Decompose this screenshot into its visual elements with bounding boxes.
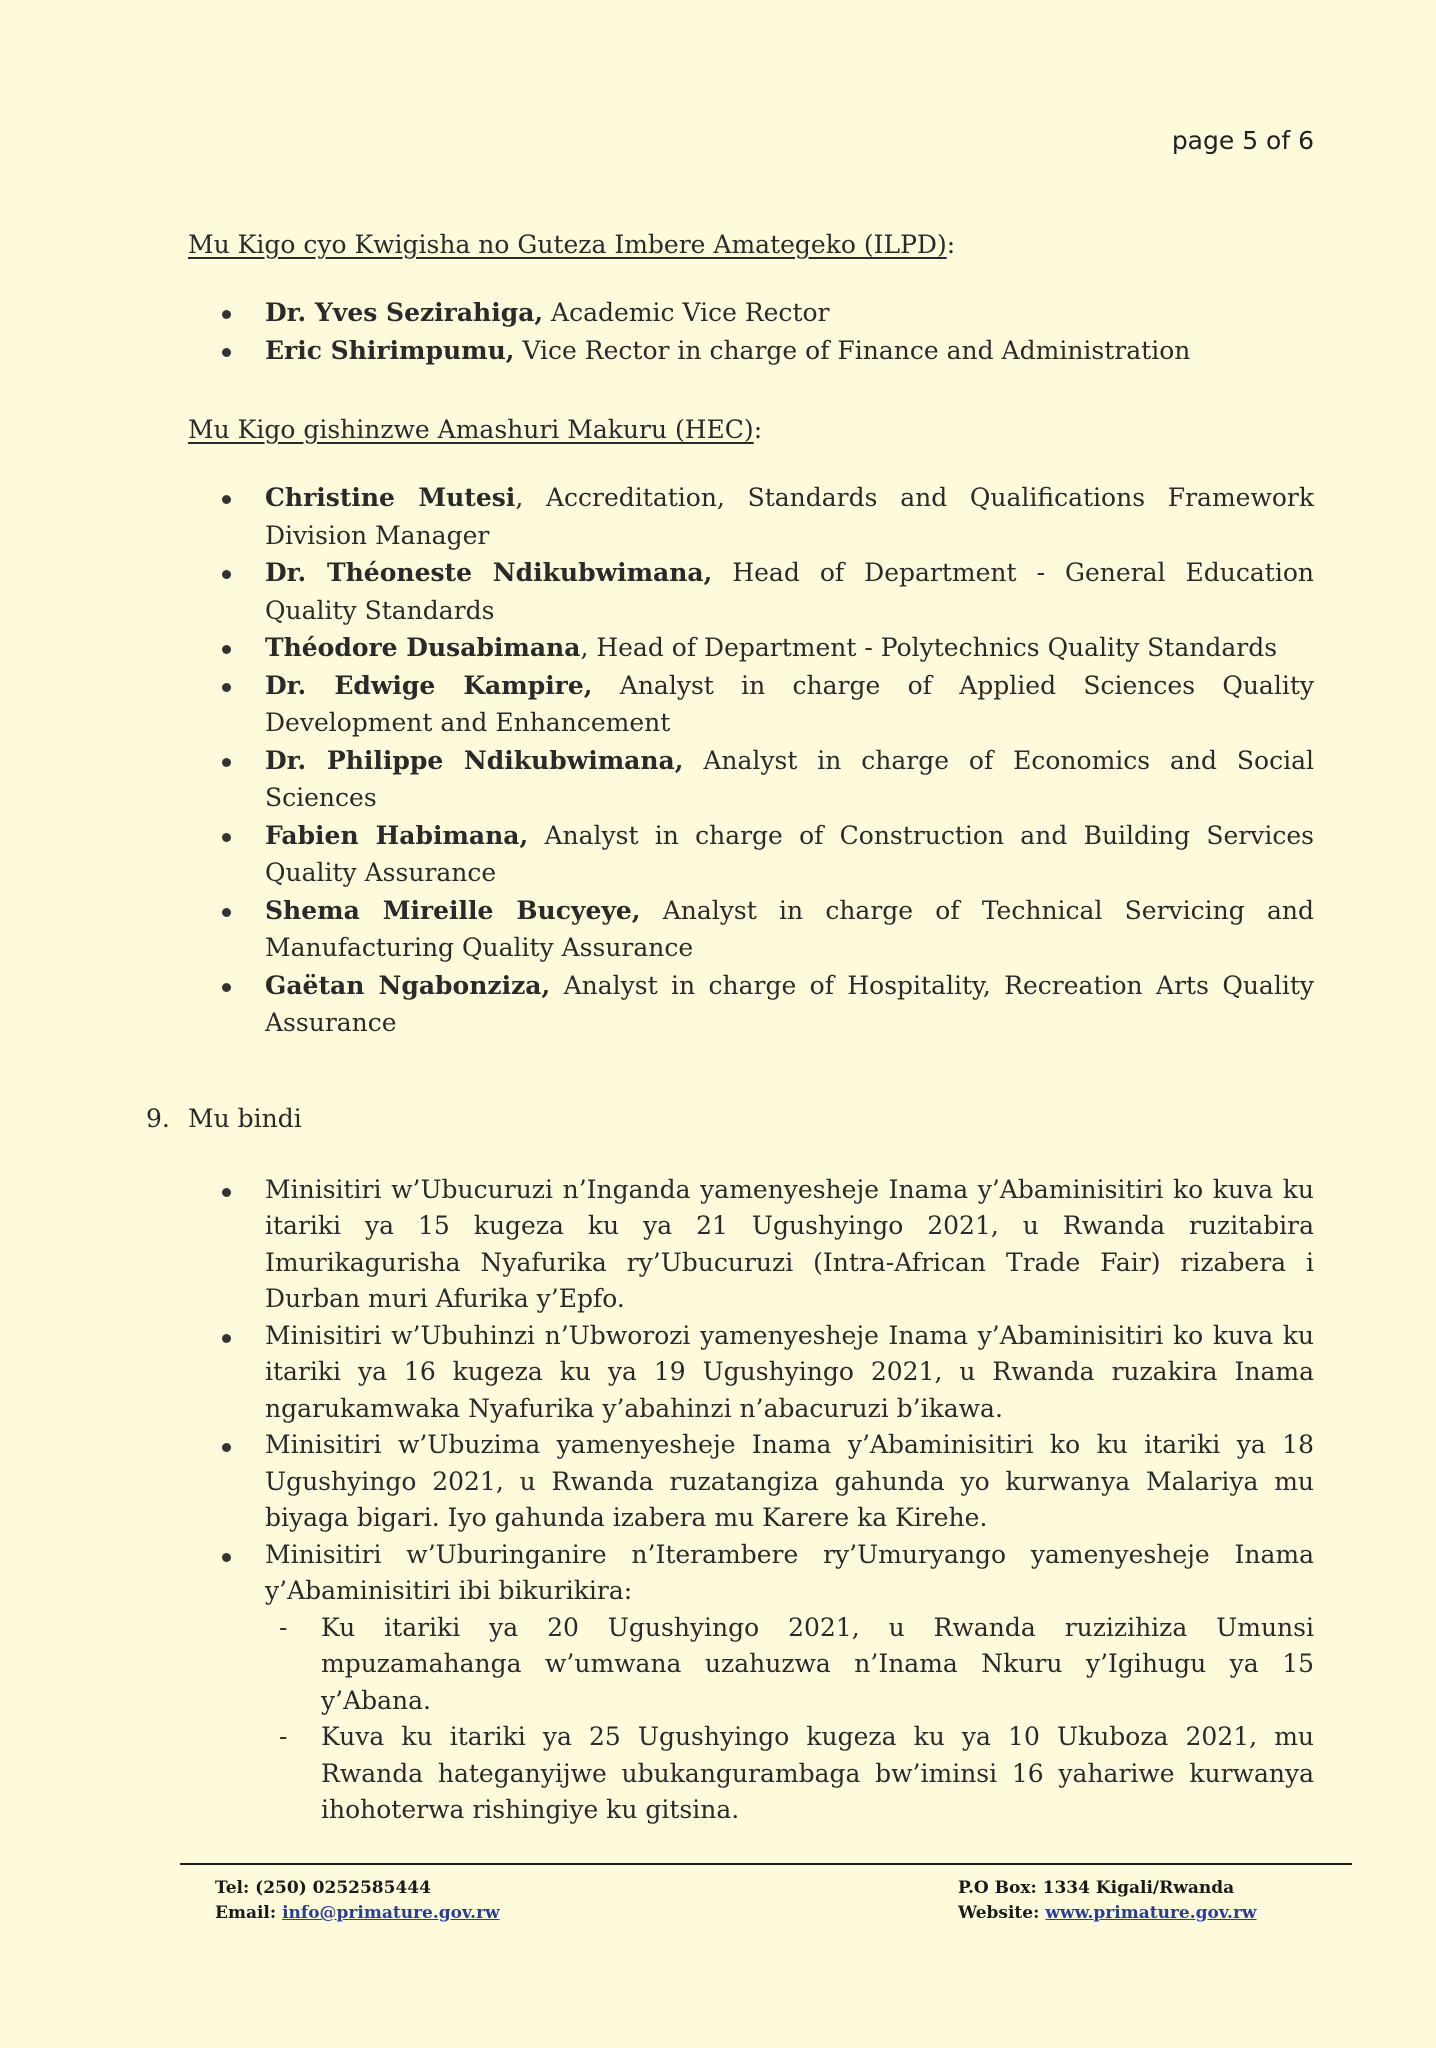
list-item: Dr. Philippe Ndikubwimana, Analyst in charge of Economics and Social Sciences [188, 742, 1314, 817]
hec-list [188, 479, 1314, 1042]
sub-list-item: - Kuva ku itariki ya 25 Ugushyingo kugeza ku ya 10 Ukuboza 2021, mu Rwanda hateganyijwe ubukangurambaga bw’iminsi 16 yahariwe kurwanya ihohoterwa rishingiye ku gitsina. [265, 1719, 1314, 1829]
list-item [188, 1537, 1314, 1829]
sub-list [265, 1610, 1314, 1829]
ilpd-list [188, 294, 1314, 369]
list-item: Dr. Théoneste Ndikubwimana, Head of Department - General Education Quality Standards [188, 554, 1314, 629]
list-item: Christine Mutesi, Accreditation, Standards and Qualifications Framework Division Manager [188, 479, 1314, 554]
page-content [146, 226, 1315, 1873]
list-item-text: Minisitiri w’Uburinganire n’Iterambere ry’Umuryango yamenyesheje Inama y’Abaminisitiri ibi bikurikira: [265, 1539, 1314, 1605]
list-item: Eric Shirimpumu, Vice Rector in charge of Finance and Administration [188, 332, 1314, 370]
page-number: page 5 of 6 [1171, 126, 1314, 155]
footer-tel: Tel: (250) 0252585444 [215, 1878, 431, 1898]
email-link[interactable]: info@primature.gov.rw [282, 1903, 500, 1923]
hec-heading: Mu Kigo gishinzwe Amashuri Makuru (HEC): [188, 415, 763, 444]
footer-website: Website: www.primature.gov.rw [958, 1903, 1257, 1923]
section-title: Mu bindi [188, 1103, 302, 1133]
website-link[interactable]: www.primature.gov.rw [1045, 1903, 1257, 1923]
list-item: Théodore Dusabimana, Head of Department - Polytechnics Quality Standards [188, 629, 1314, 667]
footer-contact [215, 1876, 500, 1926]
mu-bindi-list [188, 1172, 1314, 1829]
ilpd-heading: Mu Kigo cyo Kwigisha no Guteza Imbere Amategeko (ILPD): [188, 230, 956, 259]
section-9-heading [146, 1100, 1314, 1138]
list-item: Minisitiri w’Ubucuruzi n’Inganda yamenyesheje Inama y’Abaminisitiri ko kuva ku itariki ya 15 kugeza ku ya 21 Ugushyingo 2021, u Rwanda ruzitabira Imurikagurisha Nyafurika ry’Ubucuruzi (Intra-African Trade Fair) rizabera i Durban muri Afurika y’Epfo. [188, 1172, 1314, 1318]
footer-email: Email: info@primature.gov.rw [215, 1903, 500, 1923]
sub-list-item: - Ku itariki ya 20 Ugushyingo 2021, u Rwanda ruzizihiza Umunsi mpuzamahanga w’umwana uzahuzwa n’Inama Nkuru y’Igihugu ya 15 y’Abana. [265, 1610, 1314, 1720]
list-item: Shema Mireille Bucyeye, Analyst in charge of Technical Servicing and Manufacturing Quality Assurance [188, 892, 1314, 967]
footer-pobox: P.O Box: 1334 Kigali/Rwanda [958, 1878, 1235, 1898]
list-item: Dr. Edwige Kampire, Analyst in charge of Applied Sciences Quality Development and Enhancement [188, 667, 1314, 742]
footer-divider [180, 1863, 1352, 1865]
list-item: Minisitiri w’Ubuzima yamenyesheje Inama y’Abaminisitiri ko ku itariki ya 18 Ugushyingo 2021, u Rwanda ruzatangiza gahunda yo kurwanya Malariya mu biyaga bigari. Iyo gahunda izabera mu Karere ka Kirehe. [188, 1427, 1314, 1537]
section-number: 9. [146, 1103, 170, 1133]
list-item: Fabien Habimana, Analyst in charge of Construction and Building Services Quality Assurance [188, 817, 1314, 892]
list-item: Gaëtan Ngabonziza, Analyst in charge of Hospitality, Recreation Arts Quality Assurance [188, 967, 1314, 1042]
list-item: Dr. Yves Sezirahiga, Academic Vice Rector [188, 294, 1314, 332]
list-item: Minisitiri w’Ubuhinzi n’Ubworozi yamenyesheje Inama y’Abaminisitiri ko kuva ku itariki ya 16 kugeza ku ya 19 Ugushyingo 2021, u Rwanda ruzakira Inama ngarukamwaka Nyafurika y’abahinzi n’abacuruzi b’ikawa. [188, 1318, 1314, 1428]
footer-address [958, 1876, 1257, 1926]
